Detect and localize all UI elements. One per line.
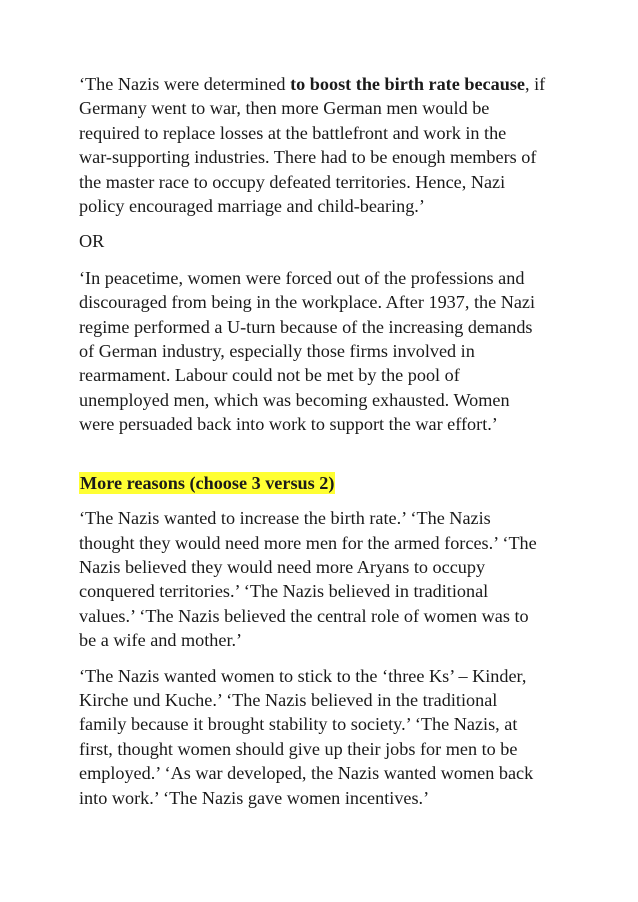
document-page: [79, 72, 569, 821]
quote-workplace: [79, 266, 569, 437]
text-line: values.’ ‘The Nazis believed the central role of women was to: [79, 605, 529, 626]
text-line: war-supporting industries. There had to be enough members of: [79, 147, 537, 168]
text-line: be a wife and mother.’: [79, 630, 243, 651]
bold-phrase: to boost the birth rate because: [290, 74, 525, 94]
quote-birth-rate: [79, 72, 569, 218]
text-line: conquered territories.’ ‘The Nazis believed in traditional: [79, 581, 489, 602]
text-line: required to replace losses at the battlefront and work in the: [79, 122, 507, 143]
reasons-paragraph-1: [79, 506, 569, 652]
text-line: were persuaded back into work to support the war effort.’: [79, 414, 498, 435]
text-run: , if: [524, 74, 546, 94]
text-line: Germany went to war, then more German men would be: [79, 98, 490, 119]
text-line: of German industry, especially those firms involved in: [79, 341, 475, 362]
text-line: rearmament. Labour could not be met by the pool of: [79, 365, 460, 386]
text-line: discouraged from being in the workplace. After 1937, the Nazi: [79, 292, 536, 313]
text-run: ‘The Nazis were determined: [79, 74, 291, 94]
text-line: thought they would need more men for the armed forces.’ ‘The: [79, 532, 537, 553]
reasons-paragraph-2: [79, 664, 569, 810]
text-line: Kirche und Kuche.’ ‘The Nazis believed in the traditional: [79, 689, 498, 710]
text-line: family because it brought stability to society.’ ‘The Nazis, at: [79, 714, 518, 735]
text-line: regime performed a U-turn because of the increasing demands: [79, 316, 533, 337]
text-line: [79, 72, 569, 96]
or-label: OR: [79, 231, 105, 252]
text-line: employed.’ ‘As war developed, the Nazis wanted women back: [79, 763, 534, 784]
text-line: into work.’ ‘The Nazis gave women incentives.’: [79, 787, 430, 808]
text-line: unemployed men, which was becoming exhausted. Women: [79, 389, 510, 410]
section-heading: [79, 471, 569, 495]
text-line: ‘The Nazis wanted women to stick to the ‘three Ks’ – Kinder,: [79, 665, 527, 686]
text-line: first, thought women should give up their jobs for men to be: [79, 738, 518, 759]
text-line: the master race to occupy defeated territories. Hence, Nazi: [79, 171, 506, 192]
text-line: policy encouraged marriage and child-bearing.’: [79, 196, 425, 217]
text-line: Nazis believed they would need more Aryans to occupy: [79, 556, 486, 577]
text-line: ‘In peacetime, women were forced out of the professions and: [79, 267, 525, 288]
highlighted-heading: More reasons (choose 3 versus 2): [80, 472, 335, 493]
text-line: ‘The Nazis wanted to increase the birth rate.’ ‘The Nazis: [79, 508, 491, 529]
